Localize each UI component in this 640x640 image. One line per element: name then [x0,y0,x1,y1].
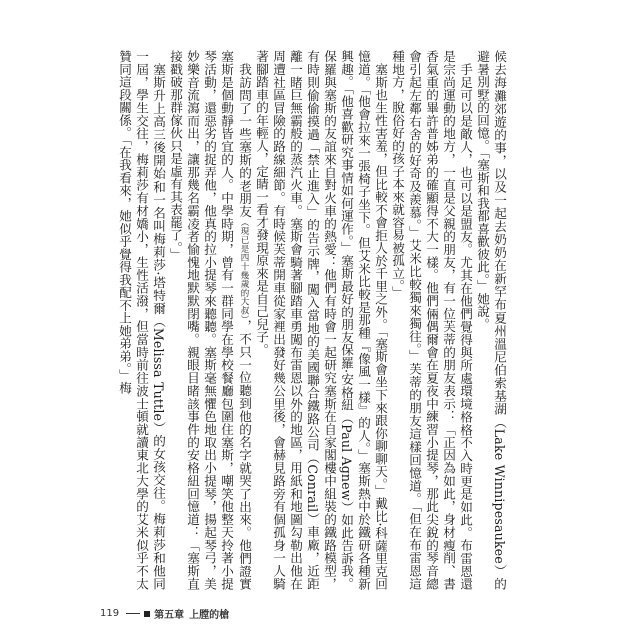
paragraph-3: 塞斯也生性害羞，但比較不會拒人於千里之外。「塞斯會坐下來跟你聊聊天。」戴比·科薩里克回憶道。「他會拉來一張椅子坐下。但艾米比較是那種『像風一樣』的人。」塞斯熱中於鐵研各種新興趣。「他喜歡研究事情如何運作。」塞斯最好的朋友保羅·安格紐（Paul Agnew）如此告訴我。保羅與塞斯的友誼來自對火車的熱愛：他們有時會一起研究塞斯在自家閣樓中組裝的鐵路模型，有時則偷偷摸過「禁止進入」的告示牌，闖入當地的美國聯合鐵路公司（Conrail）車廠，近距離一睹巨無霸般的蒸汽火車。塞斯會騎著腳踏車勇闖布雷恩以外的地區，用紙和地圖勾勒出他在周遭社區冒險的路線細節。有時候芙蒂開車從家裡出發好幾公里後，會赫見路旁有個孤身一人騎著腳踏車的年輕人，定睛一看才發現原來是自己兒子。 [254,50,388,590]
paragraph-4-rest: ，不只一位聽到他的名字就哭了出來。他們證實塞斯是個動靜皆宜的人。中學時期，曾有一群同學在學校餐廳包圍住塞斯，嘲笑他整天拎著小提琴活動，還惡劣的捉弄他，他真的拉小提琴來聽聽。塞斯毫無懼色地取出小提琴，揚起琴弓，美妙樂音流瀉而出，讓那幾名霸凌者愉愧地默默閉嘴。親眼目睹該事件的安格紐回憶道：「塞斯直接戳破那群傢伙只是虛有其表罷了。」 [168,50,252,591]
footer-rule [126,613,140,614]
paragraph-2: 手足可以是敵人，也可以是盟友。尤其在他們覺得與所處環境格格不入時更是如此。布雷恩還是宗尚運動的地方，一直是父親的朋友，有一位芙蒂的朋友表示：「正因為如此，身材瘦削、書香氣重的畢許普姊弟的確顯得不大一樣。他們倆偶爾會在夏夜中練習小提琴，那此尖銳的琴音總會引起左鄰右舍的好奇及羨慕。」艾米比較獨來獨往。」芙蒂的朋友這樣回憶道。「但在布雷恩這種地方，脫俗好的孩子本來就容易被孤立。」 [390,50,473,590]
body-text [117,50,508,591]
paragraph-5: 塞斯升上高三後開始和一名叫梅莉莎·塔特爾（Melissa Tuttle）的女孩交往。梅莉莎和他同一屆，學生交往，梅莉莎有材嬌小，生性活潑，但當時前往波士頓就讀東北大學的艾米似乎不太贊同這段關係。「在我看來，她似乎覺得我配不上她弟弟。」梅 [117,50,166,590]
page-number: 119 [100,608,120,619]
page-footer [100,606,229,621]
chapter-label: 第五章 [154,610,185,621]
chapter-title: 上膛的槍 [189,610,230,621]
paragraph-4 [167,50,253,590]
paragraph-4-start: 我訪問了一些塞斯的老朋友 [237,62,252,218]
paragraph-4-note: （現已是四十幾歲的大叔） [239,217,249,320]
square-marker-icon [144,611,150,617]
paragraph-1: 候去海灘郊遊的事，以及一起去奶奶在新罕布夏州溫尼伯索基湖（Lake Winnipesaukee）的避暑別墅的回憶。「塞斯和我都喜歡彼此。」她說。 [475,50,507,590]
